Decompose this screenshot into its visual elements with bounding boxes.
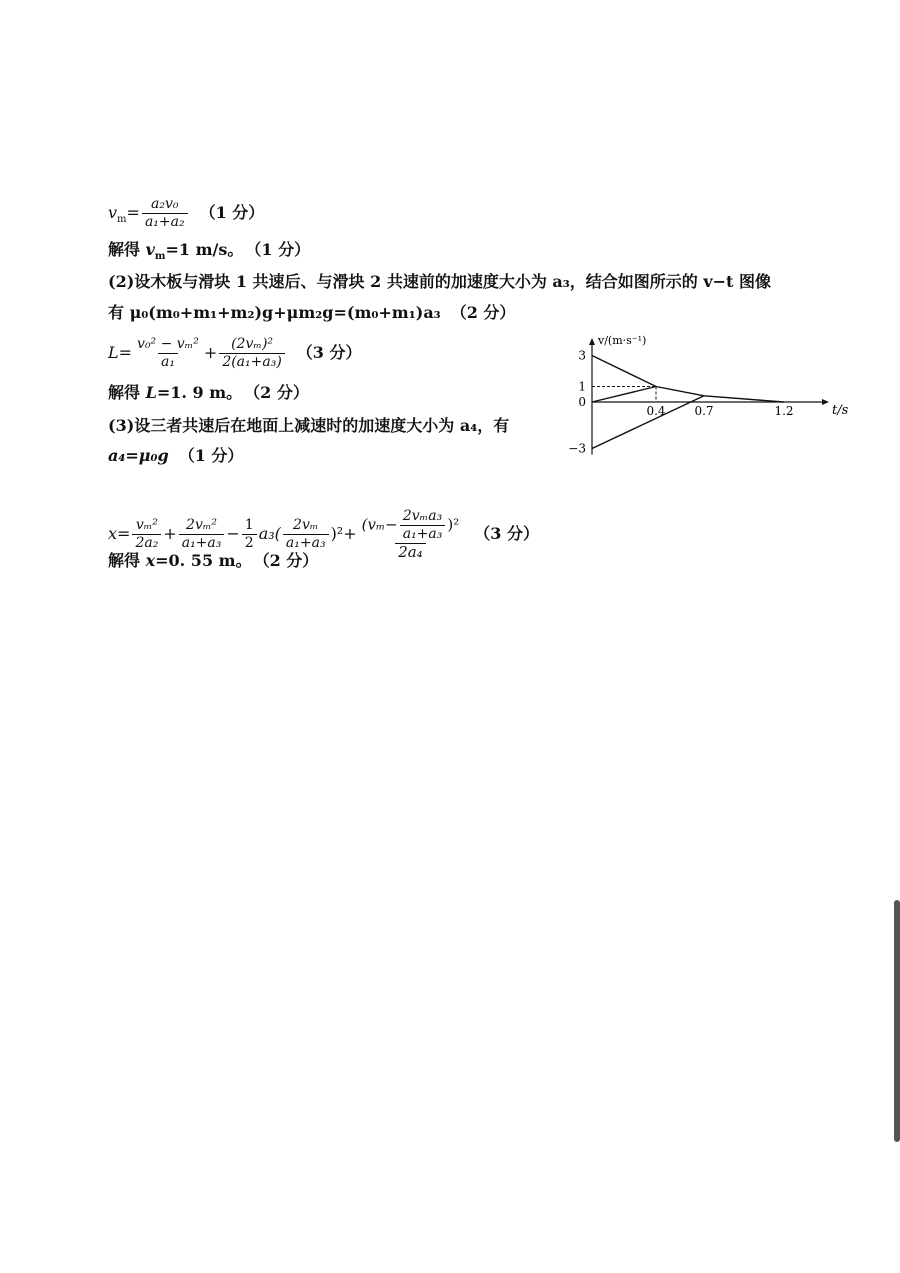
x-term5 [359,508,463,561]
y-tick-label: −3 [568,441,586,456]
x-t5-inner-num: 2vₘa₃ [402,508,443,524]
part2-equation: 有 μ₀(m₀+m₁+m₂)g+μm₂g=(m₀+m₁)a₃ [108,303,441,322]
part3-intro: (3)设三者共速后在地面上减速时的加速度大小为 a₄，有 [108,416,510,435]
x-t5-inner-den: a₁+a₃ [400,525,446,543]
part2-intro: (2)设木板与滑块 1 共速后、与滑块 2 共速前的加速度大小为 a₃，结合如图所示的 v−t 图像 [108,272,772,291]
vm-result-sub: m [154,251,166,262]
x-t3-num: 1 [244,517,254,533]
x-t4-num: 2vₘ [293,517,319,533]
vm-result-line [108,240,310,267]
L-score: （3 分） [296,343,362,362]
x-tick-label: 0.7 [694,404,714,418]
x-result-value: =0. 55 m。 [155,551,252,570]
x-t5-open: (vₘ− [361,515,398,534]
x-axis-arrow [822,399,829,405]
vm-num: a₂v₀ [151,196,179,212]
L-result-label: 解得 [108,383,146,402]
x-t3-mid: a₃( [258,524,281,543]
a4-equation-line [108,446,243,466]
L-f2-num: (2vₘ)² [231,336,274,352]
L-fraction-2 [219,336,284,371]
vm-eq: = [126,203,140,222]
x-t4-den: a₁+a₃ [283,534,329,552]
L-f1-den: a₁ [158,353,178,371]
x-term3 [242,517,257,552]
y-tick-label: 1 [578,379,586,394]
vm-den: a₁+a₂ [142,213,188,231]
vm-lhs-var: v [108,203,118,222]
x-result-label: 解得 [108,551,146,570]
L-result-score: （2 分） [252,383,309,402]
L-result-var: L [145,383,157,402]
x-term1 [132,517,161,552]
vm-result-score: （1 分） [253,240,311,259]
x-t1-num: vₘ² [135,517,158,533]
x-tick-label: 1.2 [774,404,794,418]
x-result-var: x [145,551,156,570]
vm-lhs-sub: m [117,214,127,225]
y-axis-label: v/(m·s⁻¹) [598,334,647,347]
x-plus2: + [343,524,357,543]
L-formula-line [108,336,362,371]
x-t5-inner [400,508,446,543]
L-result-value: =1. 9 m。 [156,383,243,402]
y-tick-label: 3 [578,348,586,363]
x-t1-den: 2a₂ [132,534,161,552]
L-fraction-1 [134,336,202,371]
x-t3-den: 2 [242,534,257,552]
y-axis-arrow [589,338,595,345]
x-t5-den: 2a₄ [395,543,426,561]
x-term4 [283,517,329,552]
a4-equation-score: （1 分） [178,446,244,465]
x-t5-close: )² [447,515,460,534]
part2-equation-score: （2 分） [450,303,516,322]
series-line-2 [592,387,656,403]
x-plus1: + [163,524,177,543]
v-t-chart [560,330,849,460]
L-f2-den: 2(a₁+a₃) [219,353,284,371]
L-result-line [108,383,309,403]
vm-score: （1 分） [199,203,265,222]
L-lhs: L= [108,343,133,362]
x-score: （3 分） [474,524,539,543]
vm-formula-line [108,196,264,231]
x-lhs: x= [108,524,131,543]
x-term2 [179,517,225,552]
x-t4-tail: )² [330,524,344,543]
vm-fraction [142,196,188,231]
part2-equation-line [108,303,515,323]
a4-equation: a₄=μ₀g [108,446,169,465]
x-t2-den: a₁+a₃ [179,534,225,552]
x-t5-num [359,508,463,543]
x-tick-label: 0.4 [646,404,666,418]
vm-result-var: v [145,240,155,259]
x-result-score: （2 分） [261,551,319,570]
x-t2-num: 2vₘ² [186,517,218,533]
vm-result-label: 解得 [108,240,146,259]
L-plus: + [203,343,218,362]
scrollbar-thumb[interactable] [894,900,900,1142]
L-f1-num: v₀² − vₘ² [137,336,199,352]
x-result-line [108,551,318,571]
x-minus: − [226,524,240,543]
y-tick-label: 0 [578,395,586,409]
x-axis-label: t/s [832,403,849,418]
vm-result-value: =1 m/s。 [165,240,244,259]
